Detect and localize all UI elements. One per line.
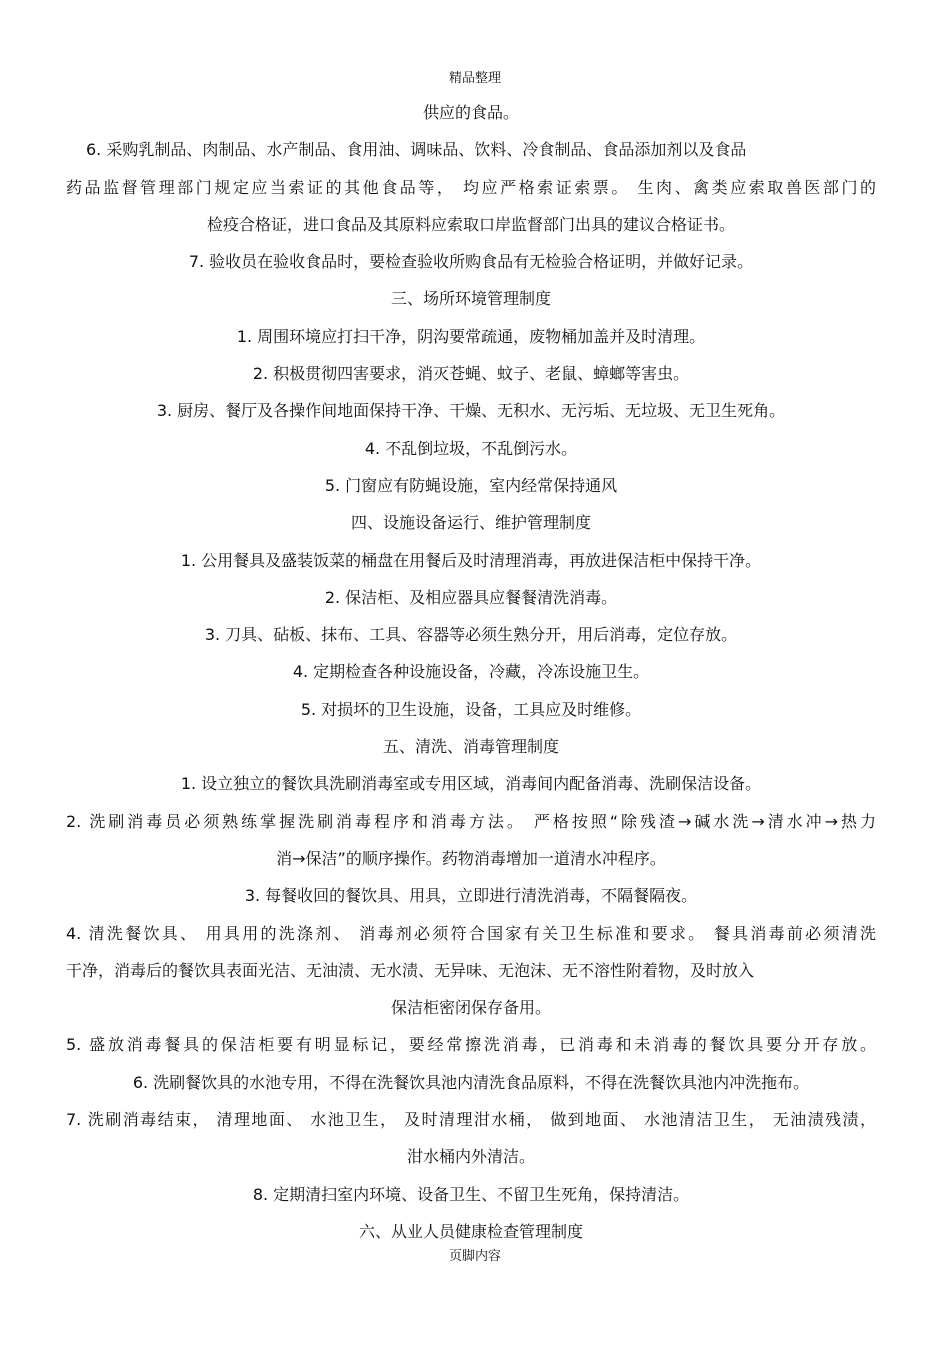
text-line: 2. 积极贯彻四害要求，消灭苍蝇、蚊子、老鼠、蟑螂等害虫。 — [252, 364, 690, 384]
text-line: 5. 盛放消毒餐具的保洁柜要有明显标记，要经常擦洗消毒，已消毒和未消毒的餐饮具要分开存放。 — [66, 1035, 876, 1055]
text-line: 六、从业人员健康检查管理制度 — [358, 1221, 583, 1241]
text-line: 3. 每餐收回的餐饮具、用具，立即进行清洗消毒，不隔餐隔夜。 — [244, 886, 698, 906]
text-line: 四、设施设备运行、维护管理制度 — [350, 513, 591, 533]
text-line: 检疫合格证，进口食品及其原料应索取口岸监督部门出具的建议合格证书。 — [206, 214, 735, 234]
page-footer: 页脚内容 — [448, 1249, 501, 1264]
text-line: 4. 定期检查各种设施设备，冷藏，冷冻设施卫生。 — [292, 662, 650, 682]
text-line: 2. 洗刷消毒员必须熟练掌握洗刷消毒程序和消毒方法。 严格按照“除残渣→碱水洗→清水冲→热力 — [66, 811, 876, 831]
text-line: 8. 定期清扫室内环境、设备卫生、不留卫生死角，保持清洁。 — [252, 1184, 690, 1204]
text-line: 干净，消毒后的餐饮具表面光洁、无油渍、无水渍、无异味、无泡沫、无不溶性附着物，及时放入 — [66, 960, 755, 980]
text-line: 药品监督管理部门规定应当索证的其他食品等， 均应严格索证索票。 生肉、禽类应索取兽医部门的 — [66, 177, 876, 197]
document-body — [66, 94, 876, 1250]
text-line: 供应的食品。 — [422, 103, 519, 122]
text-line: 泔水桶内外清洁。 — [406, 1147, 535, 1167]
text-line: 4. 不乱倒垃圾，不乱倒污水。 — [364, 438, 578, 458]
text-line: 消→保洁”的顺序操作。药物消毒增加一道清水冲程序。 — [276, 848, 666, 868]
text-line: 5. 门窗应有防蝇设施，室内经常保持通风 — [324, 475, 618, 495]
text-line: 1. 公用餐具及盛装饭菜的桶盘在用餐后及时清理消毒，再放进保洁柜中保持干净。 — [180, 550, 762, 570]
text-line: 7. 洗刷消毒结束， 清理地面、 水池卫生， 及时清理泔水桶， 做到地面、 水池清洁卫生， 无油渍残渍， — [66, 1110, 876, 1130]
text-line: 保洁柜密闭保存备用。 — [390, 998, 551, 1018]
text-line: 5. 对损坏的卫生设施，设备，工具应及时维修。 — [300, 699, 642, 719]
text-line: 1. 设立独立的餐饮具洗刷消毒室或专用区域，消毒间内配备消毒、洗刷保洁设备。 — [180, 774, 762, 794]
text-line: 1. 周围环境应打扫干净，阴沟要常疏通，废物桶加盖并及时清理。 — [236, 326, 706, 346]
text-line: 6. 洗刷餐饮具的水池专用，不得在洗餐饮具池内清洗食品原料，不得在洗餐饮具池内冲洗拖布。 — [132, 1072, 810, 1092]
text-line: 4. 清洗餐饮具、 用具用的洗涤剂、 消毒剂必须符合国家有关卫生标准和要求。 餐具消毒前必须清洗 — [66, 923, 876, 943]
text-line: 7. 验收员在验收食品时，要检查验收所购食品有无检验合格证明，并做好记录。 — [188, 252, 754, 272]
text-line: 三、场所环境管理制度 — [390, 289, 551, 309]
text-line: 五、清洗、消毒管理制度 — [382, 737, 559, 757]
text-line: 3. 厨房、餐厅及各操作间地面保持干净、干燥、无积水、无污垢、无垃圾、无卫生死角。 — [156, 401, 786, 421]
text-line: 2. 保洁柜、及相应器具应餐餐清洗消毒。 — [324, 587, 618, 607]
text-line: 6. 采购乳制品、肉制品、水产制品、食用油、调味品、饮料、冷食制品、食品添加剂以及食品 — [86, 140, 747, 160]
page-header: 精品整理 — [448, 71, 501, 86]
text-line: 3. 刀具、砧板、抹布、工具、容器等必须生熟分开，用后消毒，定位存放。 — [204, 625, 738, 645]
